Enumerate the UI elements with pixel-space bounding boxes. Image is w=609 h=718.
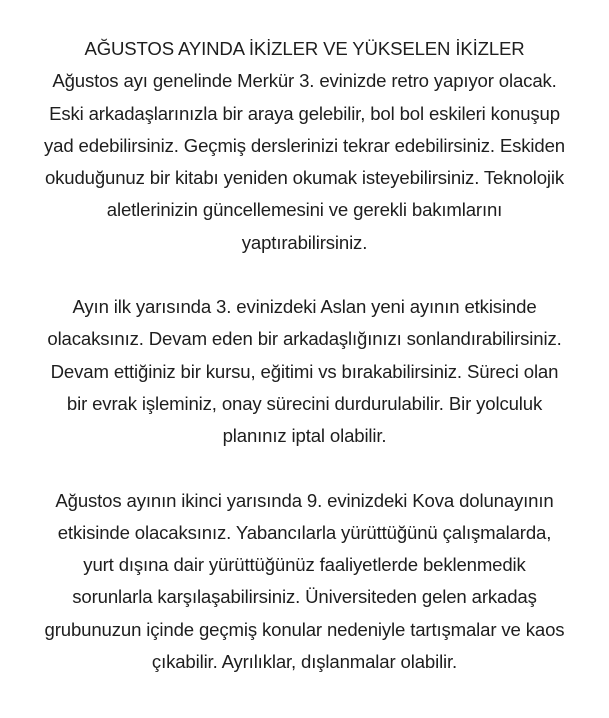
- paragraph-leo-new-moon: [0, 291, 609, 452]
- paragraph-line: Eski arkadaşlarınızla bir araya gelebilir, bol bol eskileri konuşup: [49, 102, 560, 124]
- paragraph-line: Ağustos ayının ikinci yarısında 9. evinizdeki Kova dolunayının: [55, 489, 554, 511]
- paragraph-line: sorunlarla karşılaşabilirsiniz. Üniversiteden gelen arkadaş: [72, 586, 537, 608]
- paragraph-line: planınız iptal olabilir.: [222, 425, 387, 447]
- paragraph-line: çıkabilir. Ayrılıklar, dışlanmalar olabilir.: [151, 651, 458, 673]
- paragraph-line: Ağustos ayı genelinde Merkür 3. evinizde retro yapıyor olacak.: [52, 70, 557, 92]
- paragraph-line: grubunuzun içinde geçmiş konular nedeniyle tartışmalar ve kaos: [44, 618, 565, 640]
- paragraph-line: etkisinde olacaksınız. Yabancılarla yürüttüğünü çalışmalarda,: [57, 521, 552, 543]
- paragraph-line: olacaksınız. Devam eden bir arkadaşlığınızı sonlandırabilirsiniz.: [47, 328, 562, 350]
- paragraph-line: yad edebilirsiniz. Geçmiş derslerinizi tekrar edebilirsiniz. Eskiden: [44, 134, 565, 156]
- paragraph-line: yaptırabilirsiniz.: [241, 231, 368, 253]
- paragraph-mercury-retro: [0, 65, 609, 259]
- paragraph-line: okuduğunuz bir kitabı yeniden okumak isteyebilirsiniz. Teknolojik: [44, 167, 565, 189]
- article-title: AĞUSTOS AYINDA İKİZLER VE YÜKSELEN İKİZLER: [84, 38, 525, 59]
- paragraph-line: Ayın ilk yarısında 3. evinizdeki Aslan yeni ayının etkisinde: [72, 296, 537, 318]
- paragraph-aquarius-full-moon: [0, 485, 609, 679]
- paragraph-line: aletlerinizin güncellemesini ve gerekli bakımlarını: [106, 199, 503, 221]
- paragraph-line: yurt dışına dair yürüttüğünüz faaliyetlerde beklenmedik: [83, 554, 526, 576]
- paragraph-line: Devam ettiğiniz bir kursu, eğitimi vs bırakabilirsiniz. Süreci olan: [50, 360, 559, 382]
- paragraph-line: bir evrak işleminiz, onay sürecini durdurulabilir. Bir yolculuk: [66, 392, 543, 414]
